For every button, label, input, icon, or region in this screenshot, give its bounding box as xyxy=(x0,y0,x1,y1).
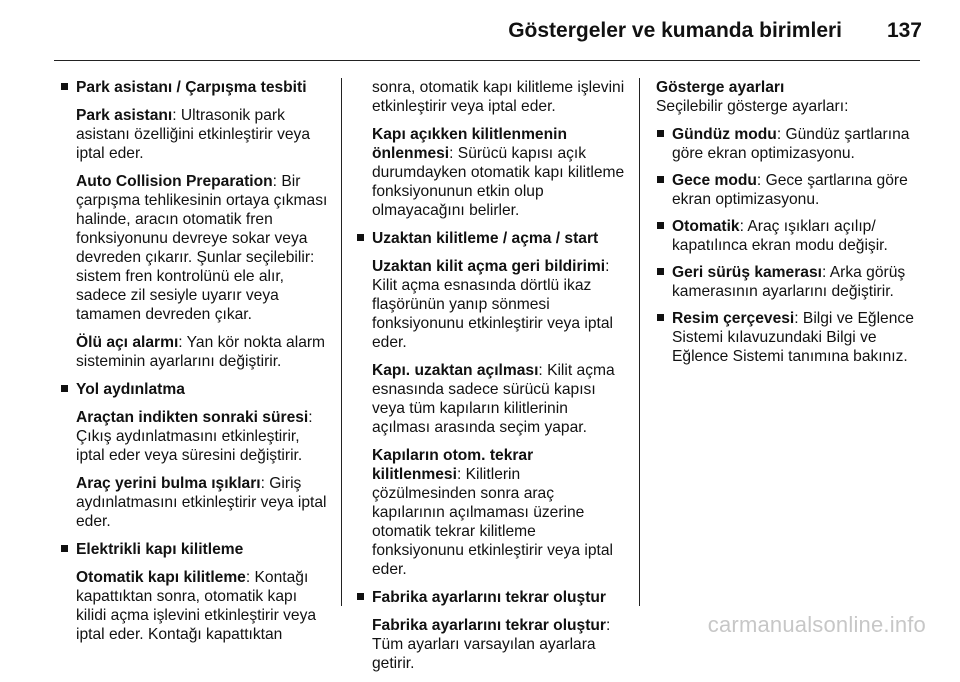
term: Kapı. uzaktan açılması xyxy=(372,362,539,379)
term: Gece modu xyxy=(672,172,757,189)
column-3 xyxy=(656,78,926,374)
entry-park-assist xyxy=(60,106,328,163)
section-heading: Gösterge ayarları xyxy=(656,79,785,96)
entry-remote-door-unlock xyxy=(356,361,626,437)
bullet-factory-reset: Fabrika ayarlarını tekrar oluştur xyxy=(356,588,626,607)
entry-lockout-prevention xyxy=(356,125,626,220)
description: : Kilit açma esnasında sadece sürücü kapısı veya tüm kapıların kilitlerinin açılması arasında seçim yapar. xyxy=(372,362,615,436)
term: Auto Collision Preparation xyxy=(76,173,273,190)
term: Gündüz modu xyxy=(672,126,777,143)
term: Uzaktan kilit açma geri bildirimi xyxy=(372,258,606,275)
entry-collision-prep xyxy=(60,172,328,324)
description: : Sürücü kapısı açık durumdayken otomatik kapı kilitleme fonksiyonunun etkin olup olmayacağını belirler. xyxy=(372,145,625,219)
column-2 xyxy=(356,78,626,682)
term: Otomatik xyxy=(672,218,740,235)
entry-auto-locking xyxy=(60,568,328,644)
entry-locator-lights xyxy=(60,474,328,531)
list-item-rear-camera xyxy=(656,263,926,301)
description: : Kilitlerin çözülmesinden sonra araç kapılarının açılmaması üzerine otomatik tekrar kilitleme fonksiyonunu etkinleştirir veya iptal eder. xyxy=(372,466,613,578)
term: Kapı açıkken kilitlenmenin önlenmesi xyxy=(372,126,567,162)
description: : Kontağı kapattıktan sonra, otomatik kapı kilidi açma işlevini etkinleştirir veya iptal eder. Kontağı kapattıktan xyxy=(76,569,317,643)
term: Araç yerini bulma ışıkları xyxy=(76,475,261,492)
term: Geri sürüş kamerası xyxy=(672,264,822,281)
entry-auto-relock xyxy=(356,446,626,579)
bullet-park-assist: Park asistanı / Çarpışma tesbiti xyxy=(60,78,328,97)
list-item-night-mode xyxy=(656,171,926,209)
description: : Gündüz şartlarına göre ekran optimizasyonu. xyxy=(672,126,910,162)
term: Otomatik kapı kilitleme xyxy=(76,569,246,586)
page-number: 137 xyxy=(886,19,922,42)
page-header-title: Göstergeler ve kumanda birimleri xyxy=(508,19,842,42)
continued-text: sonra, otomatik kapı kilitleme işlevini etkinleştirir veya iptal eder. xyxy=(372,79,625,115)
list-item-day-mode xyxy=(656,125,926,163)
column-divider-2 xyxy=(639,78,640,606)
description: : Ultrasonik park asistanı özelliğini etkinleştirir veya iptal eder. xyxy=(76,107,311,162)
description: : Kilit açma esnasında dörtlü ikaz flaşörünün yanıp sönmesi fonksiyonunu etkinleştirir veya iptal eder. xyxy=(372,258,613,351)
term: Kapıların otom. tekrar kilitlenmesi xyxy=(372,447,534,483)
watermark: carmanualsonline.info xyxy=(707,612,926,637)
term: Ölü açı alarmı xyxy=(76,334,179,351)
term: Park asistanı xyxy=(76,107,173,124)
column-divider-1 xyxy=(341,78,342,606)
term: Araçtan indikten sonraki süresi xyxy=(76,409,309,426)
entry-exit-lighting xyxy=(60,408,328,465)
description: : Bilgi ve Eğlence Sistemi kılavuzundaki Bilgi ve Eğlence Sistemi tanımına bakınız. xyxy=(672,310,914,365)
description: : Bir çarpışma tehlikesinin ortaya çıkması halinde, aracın otomatik fren fonksiyonunu devreye sokar veya devreden çıkarır. Şunlar seçilebilir: sistem fren kontrolünü ele alır, sadece zil sesiyle uyarır veya tamamen devreden çıkar. xyxy=(76,173,328,323)
bullet-remote-locking: Uzaktan kilitleme / açma / start xyxy=(356,229,626,248)
section-intro: Seçilebilir gösterge ayarları: xyxy=(656,98,849,115)
description: : Tüm ayarları varsayılan ayarlara getirir. xyxy=(372,617,611,672)
description: : Gece şartlarına göre ekran optimizasyonu. xyxy=(672,172,908,208)
description: : Arka görüş kamerasının ayarlarını değiştirir. xyxy=(672,264,906,300)
entry-remote-feedback xyxy=(356,257,626,352)
column-1 xyxy=(60,78,328,653)
bullet-power-locking: Elektrikli kapı kilitleme xyxy=(60,540,328,559)
entry-factory-reset xyxy=(356,616,626,673)
term: Fabrika ayarlarını tekrar oluştur xyxy=(372,617,607,634)
description: : Çıkış aydınlatmasını etkinleştirir, iptal eder veya süresini değiştirir. xyxy=(76,409,313,464)
term: Resim çerçevesi xyxy=(672,310,795,327)
header-divider xyxy=(54,60,920,61)
list-item-picture-frame xyxy=(656,309,926,366)
list-item-automatic xyxy=(656,217,926,255)
bullet-road-lighting: Yol aydınlatma xyxy=(60,380,328,399)
description: : Yan kör nokta alarm sisteminin ayarlarını değiştirir. xyxy=(76,334,326,370)
description: : Giriş aydınlatmasını etkinleştirir veya iptal eder. xyxy=(76,475,327,530)
description: : Araç ışıkları açılıp/ kapatılınca ekran modu değişir. xyxy=(672,218,888,254)
entry-blind-spot xyxy=(60,333,328,371)
